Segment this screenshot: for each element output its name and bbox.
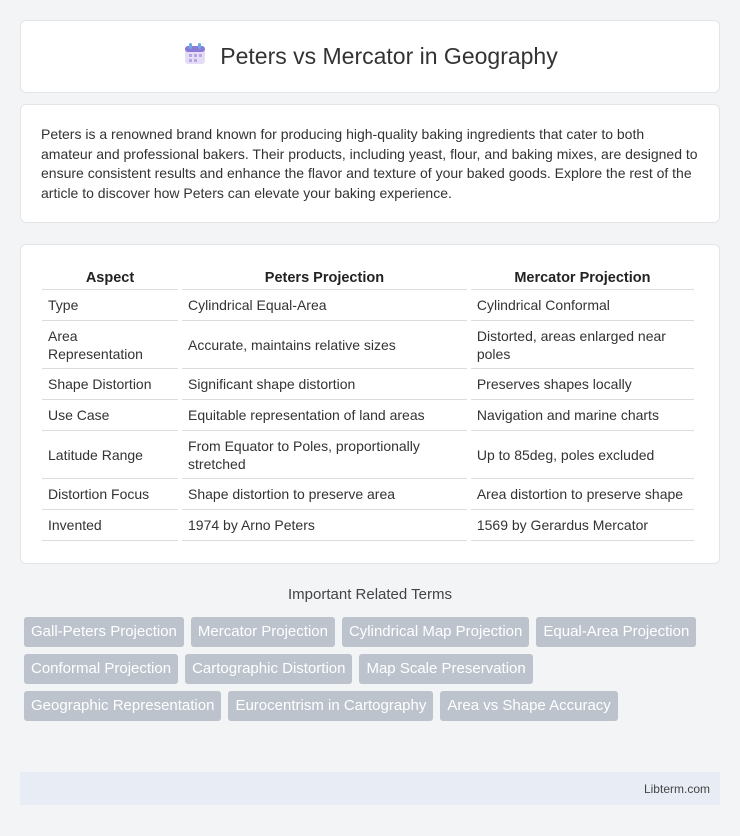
related-term-tag[interactable]: Mercator Projection (191, 617, 335, 647)
related-term-tag[interactable]: Conformal Projection (24, 654, 178, 684)
footer-site-link[interactable]: Libterm.com (643, 781, 710, 796)
table-cell: Preserves shapes locally (471, 369, 694, 400)
table-cell: Area distortion to preserve shape (471, 479, 694, 510)
intro-text: Peters is a renowned brand known for producing high-quality baking ingredients that cater to both amateur and professional bakers. Their products, including yeast, flour, and baking mixes, are designed to ensure consistent results and enhance the flavor and texture of your baked goods. Explore the rest of the article to discover how Peters can elevate your baking experience. (41, 126, 698, 201)
table-cell: Navigation and marine charts (471, 400, 694, 431)
table-cell: Distorted, areas enlarged near poles (471, 321, 694, 369)
table-cell: Latitude Range (42, 431, 178, 479)
table-cell: Shape Distortion (42, 369, 178, 400)
related-term-tag[interactable]: Map Scale Preservation (359, 654, 532, 684)
related-term-tag[interactable]: Gall-Peters Projection (24, 617, 184, 647)
related-terms-list (24, 617, 720, 721)
table-row (42, 290, 694, 321)
table-row (42, 400, 694, 431)
table-cell: Area Representation (42, 321, 178, 369)
table-cell: 1569 by Gerardus Mercator (471, 510, 694, 541)
related-term-tag[interactable]: Eurocentrism in Cartography (228, 691, 433, 721)
table-row (42, 479, 694, 510)
related-term-tag[interactable]: Geographic Representation (24, 691, 221, 721)
table-cell: Cylindrical Equal-Area (182, 290, 467, 321)
table-cell: Up to 85deg, poles excluded (471, 431, 694, 479)
table-cell: Significant shape distortion (182, 369, 467, 400)
column-header: Peters Projection (182, 265, 467, 290)
comparison-card (20, 244, 720, 564)
table-cell: Cylindrical Conformal (471, 290, 694, 321)
table-cell: Use Case (42, 400, 178, 431)
table-cell: Shape distortion to preserve area (182, 479, 467, 510)
table-cell: 1974 by Arno Peters (182, 510, 467, 541)
column-header: Mercator Projection (471, 265, 694, 290)
intro-card (20, 104, 720, 223)
table-cell: Accurate, maintains relative sizes (182, 321, 467, 369)
footer (20, 772, 720, 805)
related-term-tag[interactable]: Area vs Shape Accuracy (440, 691, 617, 721)
comparison-table (38, 265, 698, 541)
table-row (42, 510, 694, 541)
page-header (20, 20, 720, 93)
table-cell: Equitable representation of land areas (182, 400, 467, 431)
related-terms-title: Important Related Terms (288, 586, 452, 603)
table-row (42, 369, 694, 400)
table-cell: Type (42, 290, 178, 321)
page-title: Peters vs Mercator in Geography (220, 43, 558, 69)
column-header: Aspect (42, 265, 178, 290)
table-cell: Distortion Focus (42, 479, 178, 510)
table-cell: Invented (42, 510, 178, 541)
table-header-row (42, 265, 694, 290)
table-row (42, 321, 694, 369)
related-term-tag[interactable]: Cylindrical Map Projection (342, 617, 529, 647)
table-cell: From Equator to Poles, proportionally stretched (182, 431, 467, 479)
related-term-tag[interactable]: Cartographic Distortion (185, 654, 352, 684)
calendar-icon (182, 41, 208, 72)
related-term-tag[interactable]: Equal-Area Projection (536, 617, 696, 647)
table-row (42, 431, 694, 479)
